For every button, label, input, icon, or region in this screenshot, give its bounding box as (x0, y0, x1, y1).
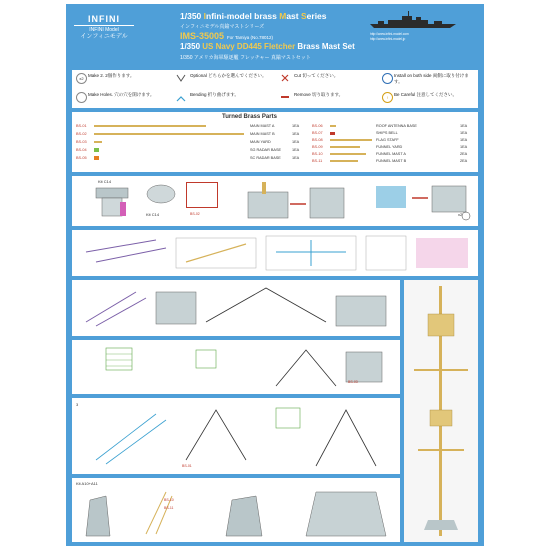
part-name: MAIN YARD (250, 140, 271, 144)
part-qty: 1EA (292, 156, 300, 160)
part-number: BS-10 (312, 152, 323, 156)
series-title-jp: インフィニモデル真鍮マストシリーズ (180, 24, 265, 30)
part-rod (94, 141, 102, 143)
bridge-assembly-drawing (228, 178, 348, 224)
part-name: MAIN MAST A (250, 124, 275, 128)
legend-cut: Cut 切ってください。 (294, 73, 339, 78)
part-name: SG RADAR BASE (250, 148, 282, 152)
part-rod (330, 146, 360, 148)
kit-part-label: Kit A10+A11 (76, 481, 98, 486)
part-callout: BS-10 (164, 498, 174, 502)
mast-base-drawing (92, 184, 132, 222)
part-rod (94, 125, 206, 127)
bracket-drawing (144, 182, 178, 212)
legend-both-sides: Install on both side 両側に取り付けます。 (394, 73, 469, 84)
legend-optional: Optional どちらかを選んでください。 (190, 73, 267, 78)
step-3-panel (72, 280, 400, 336)
kit-part-label: Kit C14 (146, 212, 160, 217)
part-number: BS-08 (312, 138, 323, 142)
part-qty: 1EA (292, 124, 300, 128)
step-2-panel (72, 230, 478, 276)
part-rod (330, 125, 336, 127)
set-title: 1/350 US Navy DD445 Fletcher Brass Mast Set (180, 42, 355, 51)
part-callout: BS-01 (182, 464, 192, 468)
part-number: BS-11 (312, 159, 323, 163)
caution-icon: ! (382, 92, 393, 103)
set-title-jp: 1/350 アメリカ海軍駆逐艦 フレッチャー 真鍮マストセット (180, 55, 311, 61)
part-qty: 2EA (460, 152, 468, 156)
destroyer-silhouette-icon (368, 10, 458, 30)
main-mast-assembly-drawings (76, 400, 396, 472)
instruction-sheet (66, 4, 484, 546)
quantity-label: x2 (458, 212, 463, 217)
legend-bending: Bending 折り曲げます。 (190, 92, 239, 97)
part-rod (94, 148, 99, 152)
step-number: 3 (76, 402, 79, 407)
both-sides-icon (382, 73, 393, 84)
step-5-panel (72, 398, 400, 474)
part-callout: BS-11 (164, 506, 174, 510)
part-name: ROOF ANTENNA BASE (376, 124, 417, 128)
make-two-icon: x2 (76, 73, 87, 84)
finished-mast-panel (404, 280, 478, 542)
part-rod (330, 132, 335, 135)
part-rod (330, 139, 372, 141)
part-rod (94, 156, 99, 160)
parts-title: Turned Brass Parts (222, 114, 277, 120)
part-number: BS-05 (76, 156, 87, 160)
part-qty: 1EA (292, 148, 300, 152)
part-name: SC RADAR BASE (250, 156, 281, 160)
yard-assembly-drawings (76, 232, 474, 274)
product-code: IMS-35005 For Tamiya (No.78012) (180, 31, 273, 41)
drill-hole-icon (76, 92, 87, 103)
logo-mid: INFINI Model (89, 27, 119, 33)
part-qty: 2EA (460, 159, 468, 163)
part-qty: 1EA (460, 124, 468, 128)
legend-careful: Be Careful 注意してください。 (394, 92, 458, 97)
part-number: BS-04 (76, 148, 87, 152)
part-number: BS-01 (76, 124, 87, 128)
radar-detail-drawing (372, 182, 472, 222)
series-title: 1/350 Infini-model brass Mast Series (180, 11, 327, 21)
remove-icon (280, 92, 290, 102)
legend-make-holes: Make Holes. 穴の穴を開けます。 (88, 92, 155, 97)
header (66, 4, 484, 70)
part-name: SHIPS BELL (376, 131, 398, 135)
antenna-assembly-drawings (76, 282, 396, 334)
part-name: FUNNEL MAST A (376, 152, 406, 156)
part-rod (330, 153, 366, 155)
part-number: BS-02 (76, 132, 87, 136)
part-name: MAIN MAST B (250, 132, 275, 136)
part-qty: 1EA (292, 132, 300, 136)
part-qty: 1EA (460, 138, 468, 142)
optional-icon (176, 73, 186, 83)
brass-mast-illustration (404, 280, 478, 542)
part-name: FUNNEL YARD (376, 145, 403, 149)
part-qty: 1EA (292, 140, 300, 144)
brand-logo (74, 14, 134, 44)
step-6-panel (72, 478, 400, 542)
part-callout: BS-03 (348, 380, 358, 384)
turned-brass-parts-list (72, 112, 478, 172)
symbol-legend (72, 70, 478, 108)
part-number: BS-07 (312, 131, 323, 135)
legend-make-two: Make 2. 2個作ります。 (88, 73, 135, 78)
logo-top: INFINI (74, 14, 134, 26)
part-rod (94, 133, 244, 135)
part-qty: 1EA (460, 145, 468, 149)
part-callout: BS-02 (190, 212, 200, 216)
radar-antenna-drawings (76, 342, 396, 392)
step-1-panel (72, 176, 478, 226)
part-qty: 1EA (460, 131, 468, 135)
part-name: FUNNEL MAST B (376, 159, 407, 163)
part-name: FLAG STAFF (376, 138, 399, 142)
bending-icon (176, 92, 186, 102)
website-links: http://www.infini-model.com http://www.infini-model.jp (370, 32, 409, 41)
cut-icon (280, 73, 290, 83)
detail-callout (186, 182, 218, 208)
kit-part-label: Kit C14 (98, 179, 112, 184)
part-number: BS-06 (312, 124, 323, 128)
part-number: BS-09 (312, 145, 323, 149)
logo-jp: インフィニモデル (80, 34, 128, 40)
part-rod (330, 160, 358, 162)
part-number: BS-03 (76, 140, 87, 144)
funnel-mast-drawings (76, 486, 396, 540)
step-4-panel (72, 340, 400, 394)
legend-remove: Remove 切り取ります。 (294, 92, 344, 97)
